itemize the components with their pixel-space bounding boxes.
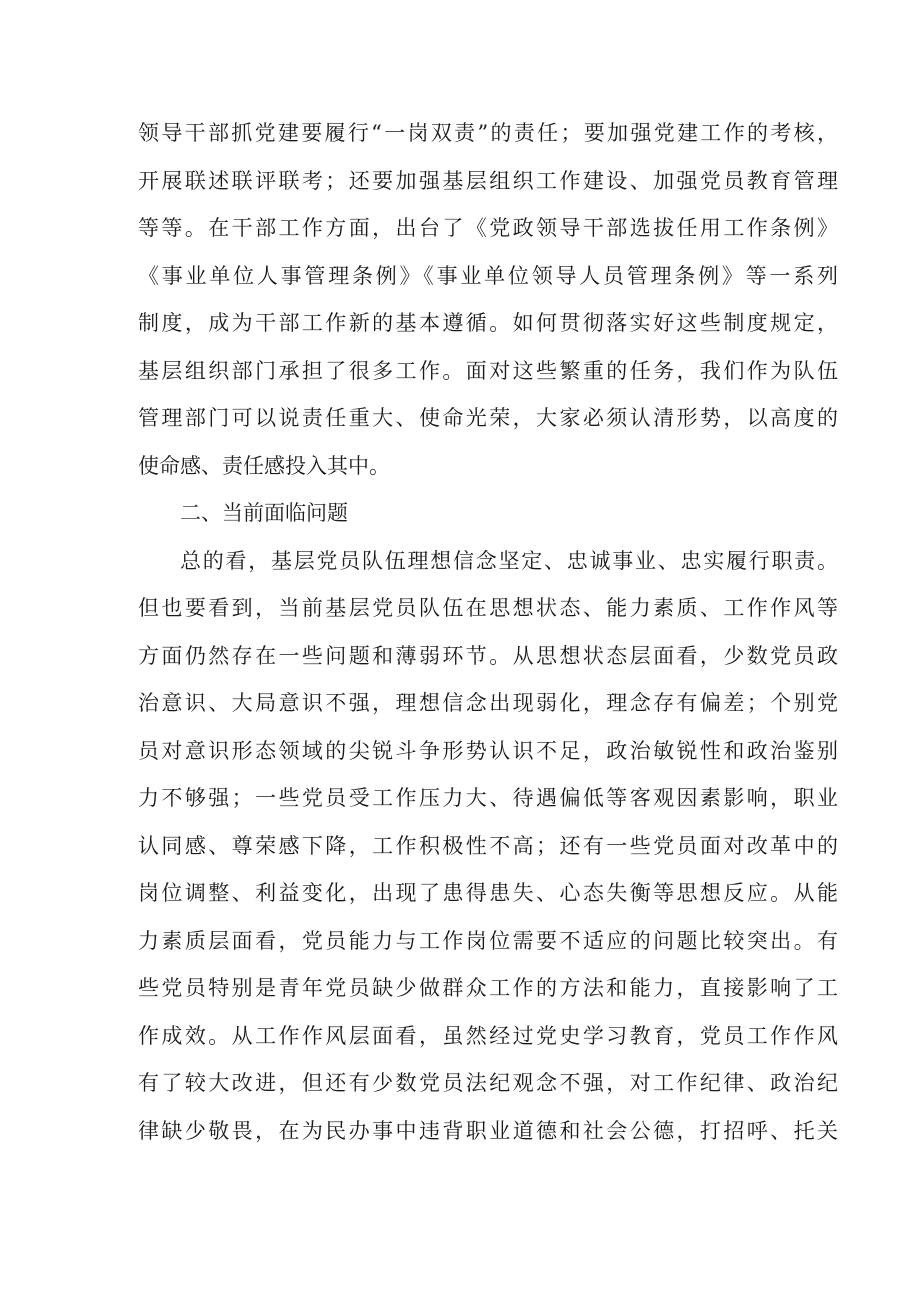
document-body (138, 110, 838, 1155)
text-line: 领导干部抓党建要履行“一岗双责”的责任；要加强党建工作的考核， (138, 121, 838, 145)
text-line: 岗位调整、利益变化，出现了患得患失、心态失衡等思想反应。从能 (138, 881, 838, 905)
text-line: 等等。在干部工作方面，出台了《党政领导干部选拔任用工作条例》 (138, 216, 838, 240)
text-line: 制度，成为干部工作新的基本遵循。如何贯彻落实好这些制度规定， (138, 311, 838, 335)
text-line: 有了较大改进，但还有少数党员法纪观念不强，对工作纪律、政治纪 (138, 1071, 838, 1095)
text-line: 治意识、大局意识不强，理想信念出现弱化，理念存有偏差；个别党 (138, 691, 838, 715)
section-heading: 二、当前面临问题 (180, 501, 348, 525)
text-line: 些党员特别是青年党员缺少做群众工作的方法和能力，直接影响了工 (138, 976, 838, 1000)
text-line: 认同感、尊荣感下降，工作积极性不高；还有一些党员面对改革中的 (138, 833, 838, 858)
text-line: 管理部门可以说责任重大、使命光荣，大家必须认清形势，以高度的 (138, 406, 838, 430)
text-line: 使命感、责任感投入其中。 (138, 453, 390, 478)
text-line: 方面仍然存在一些问题和薄弱环节。从思想状态层面看，少数党员政 (138, 643, 838, 668)
text-line: 总的看，基层党员队伍理想信念坚定、忠诚事业、忠实履行职责。 (180, 548, 838, 573)
text-line: 力不够强；一些党员受工作压力大、待遇偏低等客观因素影响，职业 (138, 786, 838, 810)
text-line: 《事业单位人事管理条例》《事业单位领导人员管理条例》等一系列 (138, 263, 838, 288)
text-line: 律缺少敬畏，在为民办事中违背职业道德和社会公德，打招呼、托关 (138, 1118, 838, 1143)
text-line: 但也要看到，当前基层党员队伍在思想状态、能力素质、工作作风等 (138, 596, 838, 620)
text-line: 作成效。从工作作风层面看，虽然经过党史学习教育，党员工作作风 (138, 1023, 838, 1048)
text-line: 开展联述联评联考；还要加强基层组织工作建设、加强党员教育管理 (138, 168, 838, 193)
text-line: 员对意识形态领域的尖锐斗争形势认识不足，政治敏锐性和政治鉴别 (138, 738, 838, 763)
text-line: 力素质层面看，党员能力与工作岗位需要不适应的问题比较突出。有 (138, 928, 838, 953)
text-line: 基层组织部门承担了很多工作。面对这些繁重的任务，我们作为队伍 (138, 358, 838, 383)
